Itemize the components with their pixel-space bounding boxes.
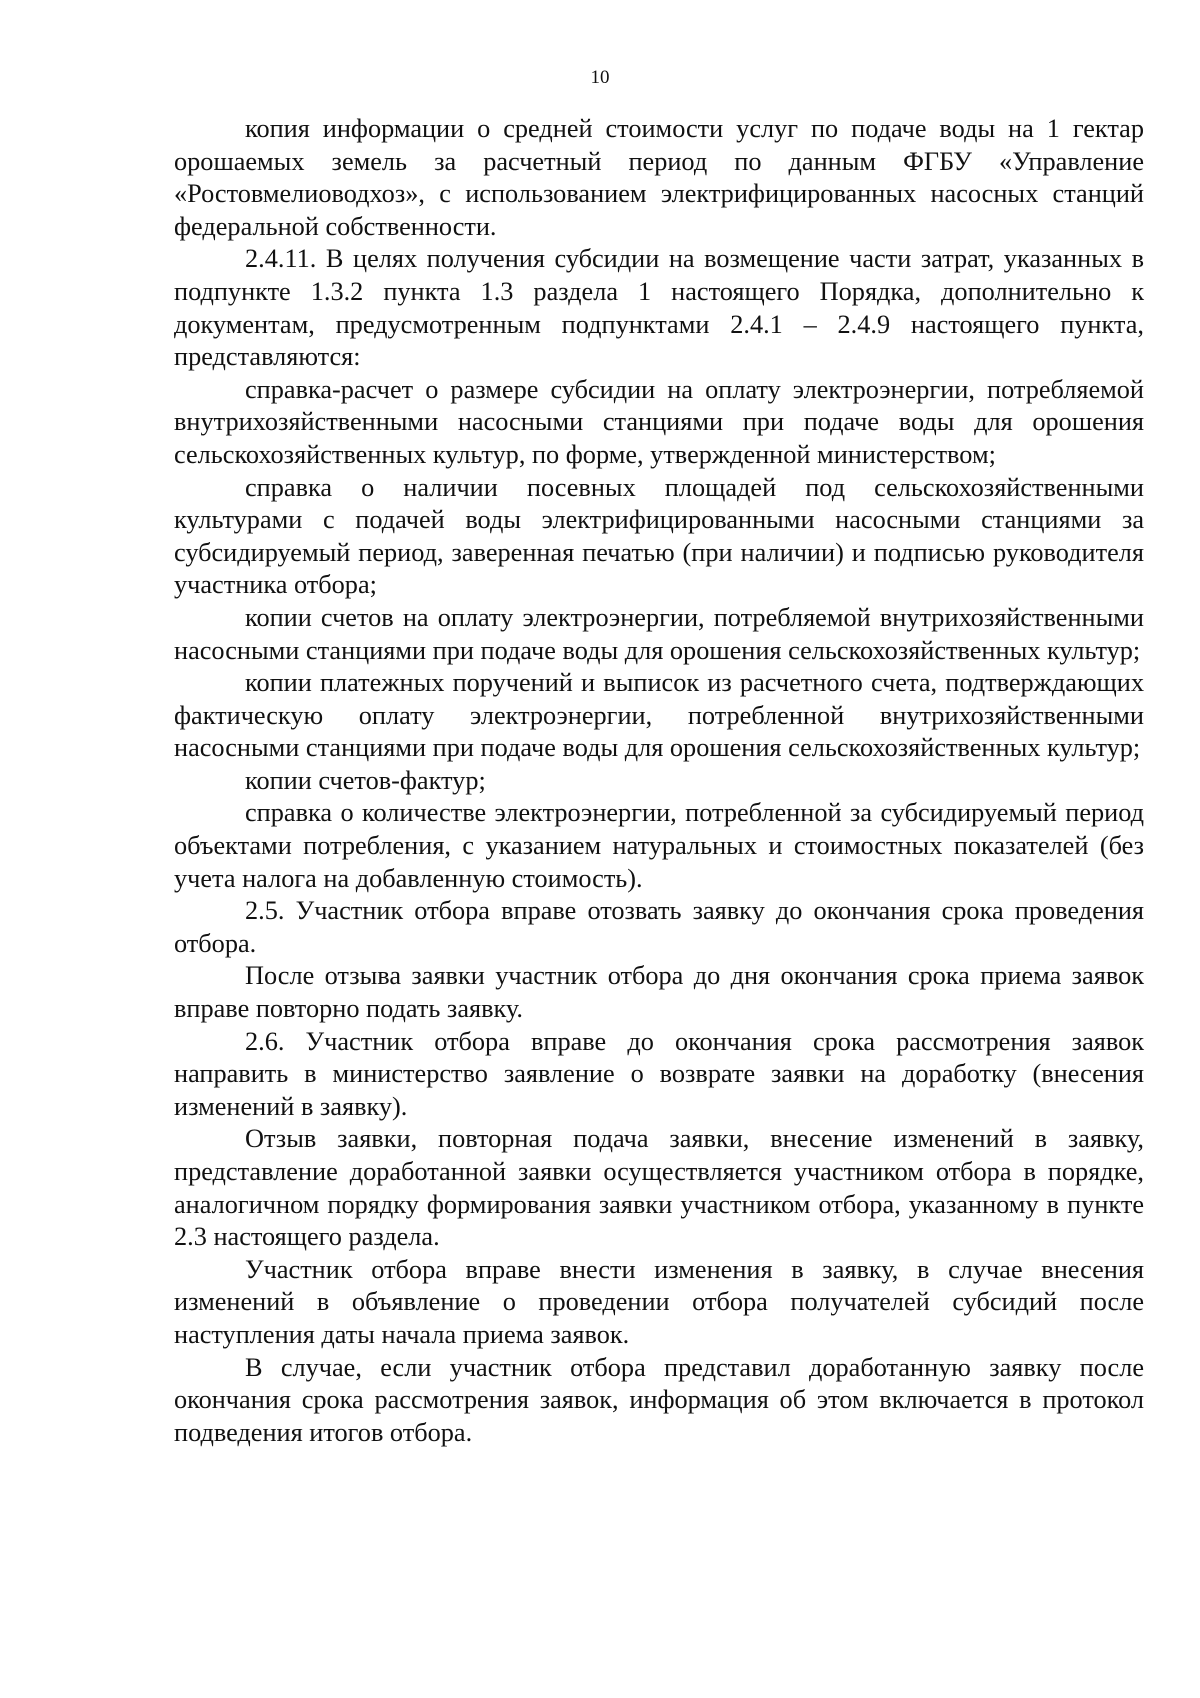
paragraph-copy-water-cost-info: копия информации о средней стоимости услуг по подаче воды на 1 гектар орошаемых земель за расчетный период по данным ФГБУ «Управление «Ростовмелиоводхоз», с использованием электрифицированных насосных станций федеральной собственности. <box>174 114 1144 241</box>
paragraph-withdrawal-procedure: Отзыв заявки, повторная подача заявки, внесение изменений в заявку, представление доработанной заявки осуществляется участником отбора в порядке, аналогичном порядку формирования заявки участником отбора, указанному в пункте 2.3 настоящего раздела. <box>174 1124 1144 1252</box>
page-number: 10 <box>590 67 610 88</box>
paragraph-sown-areas-certificate: справка о наличии посевных площадей под сельскохозяйственными культурами с подачей воды электрифицированными насосными станциями за субсидируемый период, заверенная печатью (при наличии) и подписью руководителя участника отбора; <box>174 472 1144 600</box>
paragraph-resubmission: После отзыва заявки участник отбора до дня окончания срока приема заявок вправе повторно подать заявку. <box>174 961 1144 1024</box>
paragraph-2-5: 2.5. Участник отбора вправе отозвать заявку до окончания срока проведения отбора. <box>174 896 1144 958</box>
paragraph-electricity-invoices: копии счетов на оплату электроэнергии, потребляемой внутрихозяйственными насосными станциями при подаче воды для орошения сельскохозяйственных культур; <box>174 602 1144 665</box>
paragraph-electricity-quantity: справка о количестве электроэнергии, потребленной за субсидируемый период объектами потребления, с указанием натуральных и стоимостных показателей (без учета налога на добавленную стоимость). <box>174 798 1144 893</box>
paragraph-late-revision: В случае, если участник отбора представил доработанную заявку после окончания срока рассмотрения заявок, информация об этом включается в протокол подведения итогов отбора. <box>174 1352 1144 1447</box>
paragraph-2-4-11: 2.4.11. В целях получения субсидии на возмещение части затрат, указанных в подпункте 1.3.2 пункта 1.3 раздела 1 настоящего Порядка, дополнительно к документам, предусмотренным подпунктами 2.4.1 – 2.4.9 настоящего пункта, представляются: <box>174 244 1144 372</box>
paragraph-subsidy-calculation: справка-расчет о размере субсидии на оплату электроэнергии, потребляемой внутрихозяйственными насосными станциями при подаче воды для орошения сельскохозяйственных культур, по форме, утвержденной министерством; <box>174 374 1144 469</box>
paragraph-invoice-copies: копии счетов-фактур; <box>245 765 486 795</box>
paragraph-payment-orders: копии платежных поручений и выписок из расчетного счета, подтверждающих фактическую оплату электроэнергии, потребленной внутрихозяйственными насосными станциями при подаче воды для орошения сельскохозяйственных культур; <box>174 668 1144 763</box>
paragraph-2-6: 2.6. Участник отбора вправе до окончания срока рассмотрения заявок направить в министерство заявление о возврате заявки на доработку (внесения изменений в заявку). <box>174 1026 1144 1121</box>
paragraph-changes-to-application: Участник отбора вправе внести изменения в заявку, в случае внесения изменений в объявление о проведении отбора получателей субсидий после наступления даты начала приема заявок. <box>174 1254 1144 1349</box>
document-body <box>174 113 1144 1449</box>
